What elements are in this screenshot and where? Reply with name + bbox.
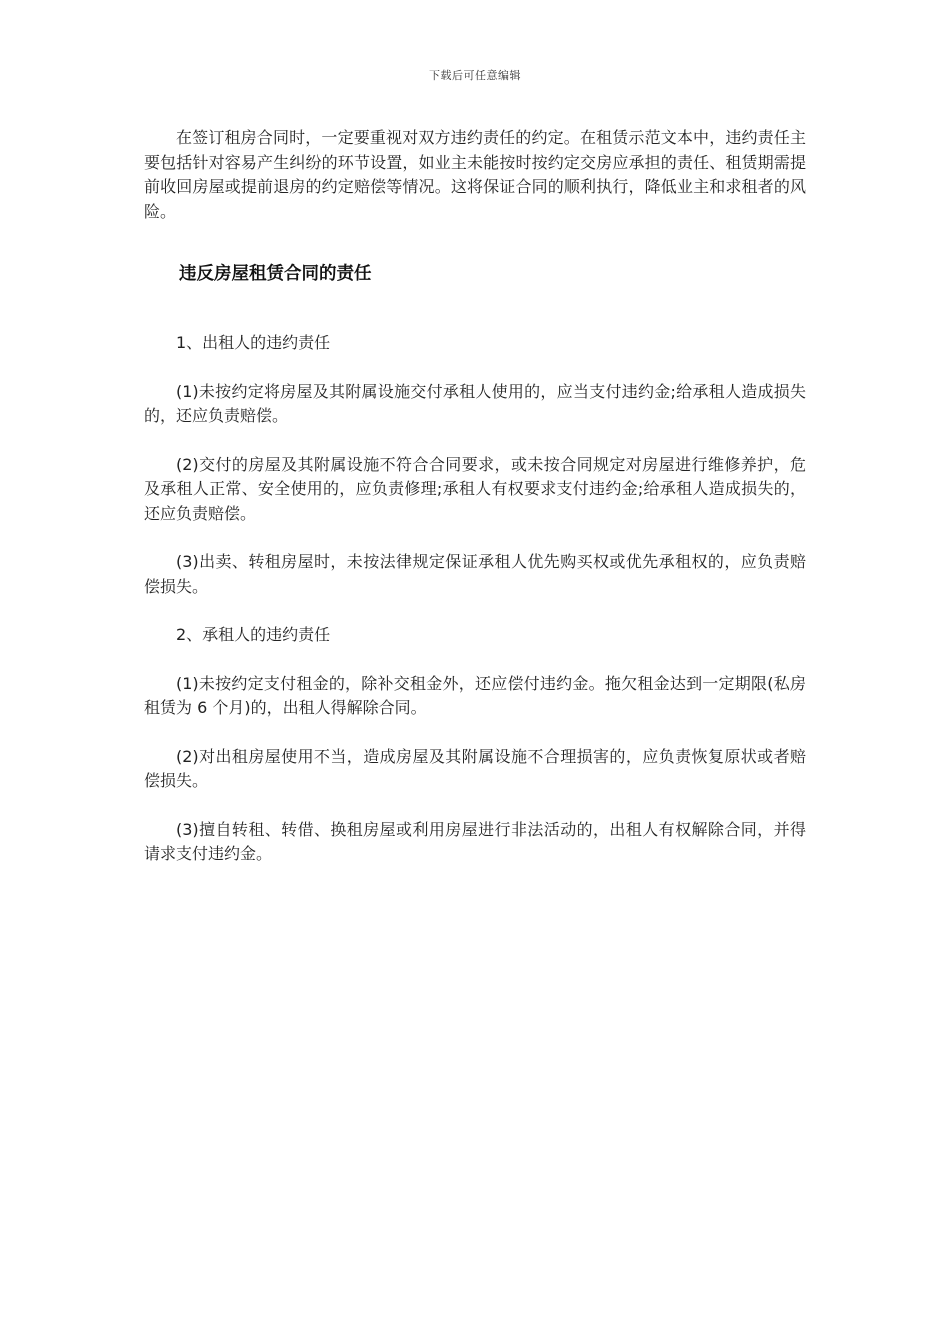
header-note: 下载后可任意编辑: [429, 69, 521, 82]
section2-title: 2、承租人的违约责任: [176, 625, 331, 644]
section-heading: 违反房屋租赁合同的责任: [179, 264, 372, 284]
section1-item-1: (1)未按约定将房屋及其附属设施交付承租人使用的，应当支付违约金;给承租人造成损失的，还应负责赔偿。: [144, 381, 806, 425]
section1-item-2: (2)交付的房屋及其附属设施不符合合同要求，或未按合同规定对房屋进行维修养护，危及承租人正常、安全使用的，应负责修理;承租人有权要求支付违约金;给承租人造成损失的，还应负责赔偿。: [144, 454, 806, 523]
section2-item-3: (3)擅自转租、转借、换租房屋或利用房屋进行非法活动的，出租人有权解除合同，并得请求支付违约金。: [144, 819, 806, 863]
intro-paragraph: 在签订租房合同时，一定要重视对双方违约责任的约定。在租赁示范文本中，违约责任主要包括针对容易产生纠纷的环节设置，如业主未能按时按约定交房应承担的责任、租赁期需提前收回房屋或提前退房的约定赔偿等情况。这将保证合同的顺利执行，降低业主和求租者的风险。: [144, 128, 806, 221]
section2-item-1: (1)未按约定支付租金的，除补交租金外，还应偿付违约金。拖欠租金达到一定期限(私房租赁为 6 个月)的，出租人得解除合同。: [144, 673, 806, 717]
document-body: [144, 126, 806, 867]
section2-item-2: (2)对出租房屋使用不当，造成房屋及其附属设施不合理损害的，应负责恢复原状或者赔偿损失。: [144, 746, 806, 790]
section1-item-3: (3)出卖、转租房屋时，未按法律规定保证承租人优先购买权或优先承租权的，应负责赔偿损失。: [144, 552, 806, 596]
section1-title: 1、出租人的违约责任: [176, 333, 331, 352]
